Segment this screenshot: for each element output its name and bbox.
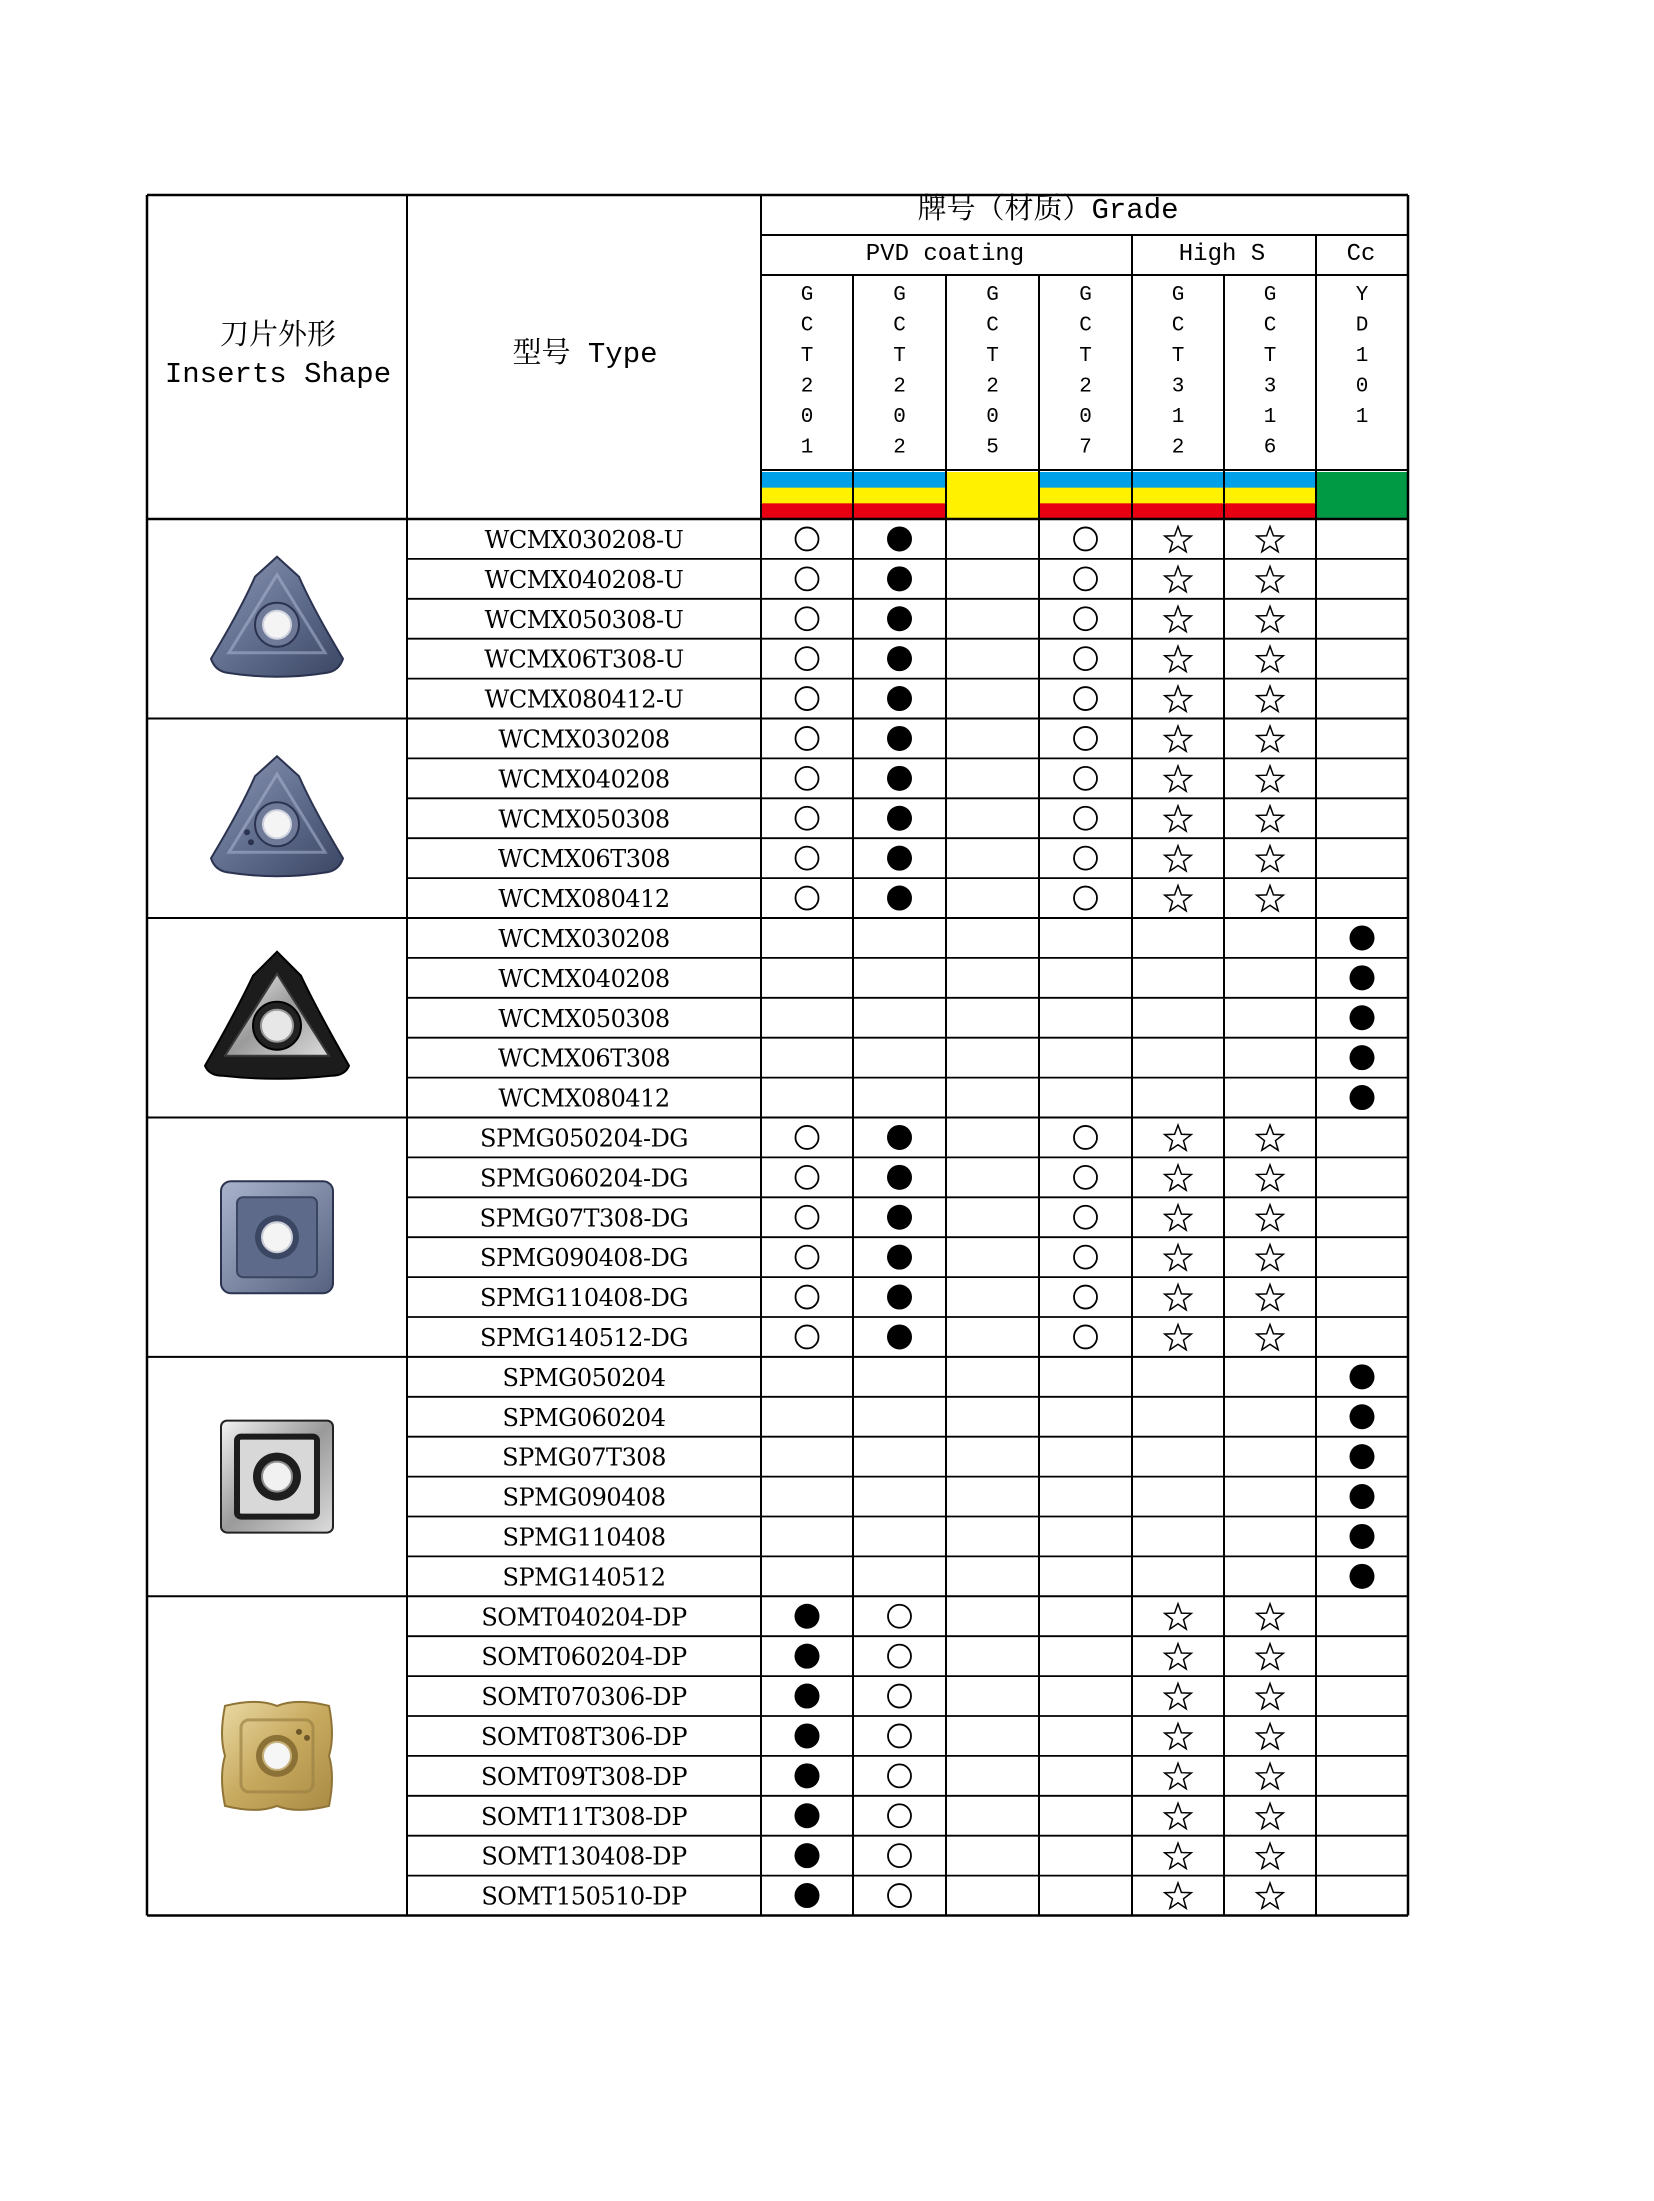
filled-circle-mark [887, 1125, 912, 1150]
open-circle-mark [1074, 727, 1097, 750]
open-circle-mark [796, 1126, 819, 1149]
star-mark [1165, 1803, 1192, 1828]
filled-circle-mark [1350, 1564, 1375, 1589]
band-stripe-yellow [761, 488, 853, 504]
type-code: SPMG140512 [502, 1563, 666, 1592]
filled-circle-mark [795, 1644, 820, 1669]
type-code: WCMX030208 [498, 725, 670, 754]
filled-circle-mark [1350, 1524, 1375, 1549]
table-row [480, 1284, 1283, 1312]
star-mark [1165, 1125, 1192, 1150]
spmg-polished-insert-icon [221, 1421, 333, 1533]
type-code: SPMG110408-DG [480, 1284, 688, 1313]
open-circle-mark [796, 847, 819, 870]
table-row [498, 1005, 1374, 1033]
table-row [480, 1164, 1283, 1192]
star-mark [1165, 527, 1192, 552]
filled-circle-mark [887, 886, 912, 911]
open-circle-mark [796, 1206, 819, 1229]
table-row [498, 965, 1374, 993]
grade-column-labels [801, 284, 1369, 460]
band-stripe-blue [1132, 472, 1224, 488]
type-code: SPMG07T308 [502, 1443, 666, 1472]
table-row [502, 1444, 1374, 1472]
type-code: SPMG090408-DG [480, 1244, 688, 1273]
band-stripe-green [1316, 503, 1408, 519]
type-code: SPMG07T308-DG [479, 1204, 689, 1233]
filled-circle-mark [1350, 1444, 1375, 1469]
type-code: SPMG140512-DG [480, 1323, 688, 1352]
band-stripe-yellow [1039, 488, 1132, 504]
filled-circle-mark [887, 526, 912, 551]
star-mark [1165, 1684, 1192, 1709]
filled-circle-mark [1350, 925, 1375, 950]
filled-circle-mark [887, 1285, 912, 1310]
band-stripe-yellow [946, 488, 1039, 504]
star-mark [1165, 886, 1192, 911]
table-row [481, 1763, 1283, 1791]
type-code: WCMX030208 [498, 924, 670, 953]
table-row [498, 765, 1283, 793]
grade-header: 牌号（材质）Grade [917, 194, 1179, 227]
wcmx-insert-icon [211, 756, 343, 876]
group-pvd-coating: PVD coating [865, 241, 1025, 268]
star-mark [1257, 886, 1284, 911]
grade-label-gct205: G C T 2 0 5 [986, 284, 999, 460]
open-circle-mark [1074, 647, 1097, 670]
star-mark [1165, 1644, 1192, 1669]
star-mark [1257, 686, 1284, 711]
open-circle-mark [1074, 807, 1097, 830]
shape-header-en: Inserts Shape [164, 358, 392, 391]
type-code: WCMX040208 [498, 765, 670, 794]
open-circle-mark [888, 1884, 911, 1907]
star-mark [1165, 1604, 1192, 1629]
type-code: WCMX050308 [498, 1004, 670, 1033]
band-stripe-red [1224, 503, 1316, 519]
table-row [484, 646, 1283, 674]
filled-circle-mark [887, 766, 912, 791]
table-row [481, 1843, 1283, 1871]
table-row [481, 1883, 1283, 1911]
type-code: WCMX040208-U [484, 565, 684, 594]
type-code: WCMX080412 [498, 1084, 670, 1113]
table-row [503, 1364, 1375, 1392]
filled-circle-mark [795, 1604, 820, 1629]
open-circle-mark [796, 687, 819, 710]
star-mark [1257, 1803, 1284, 1828]
star-mark [1257, 1763, 1284, 1788]
band-stripe-yellow [946, 472, 1039, 488]
star-mark [1257, 1843, 1284, 1868]
table-row [481, 1603, 1283, 1631]
filled-circle-mark [887, 646, 912, 671]
open-circle-mark [1074, 687, 1097, 710]
open-circle-mark [796, 1286, 819, 1309]
star-mark [1165, 606, 1192, 631]
open-circle-mark [1074, 847, 1097, 870]
star-mark [1165, 1724, 1192, 1749]
shape-header-cn: 刀片外形 [219, 317, 337, 351]
open-circle-mark [1074, 527, 1097, 550]
open-circle-mark [796, 727, 819, 750]
band-stripe-blue [761, 472, 853, 488]
open-circle-mark [1074, 1325, 1097, 1348]
type-header: 型号 Type [512, 338, 658, 371]
grade-label-gct202: G C T 2 0 2 [893, 284, 906, 460]
table-row [503, 1484, 1375, 1512]
table-row [503, 1404, 1375, 1432]
open-circle-mark [888, 1764, 911, 1787]
grade-label-yd101: Y D 1 0 1 [1355, 284, 1369, 429]
star-mark [1165, 1245, 1192, 1270]
star-mark [1257, 1125, 1284, 1150]
band-stripe-red [761, 503, 853, 519]
open-circle-mark [888, 1605, 911, 1628]
star-mark [1165, 806, 1192, 831]
filled-circle-mark [887, 1165, 912, 1190]
open-circle-mark [1074, 1166, 1097, 1189]
wcmx-u-insert-icon [211, 557, 343, 677]
band-stripe-blue [1039, 472, 1132, 488]
filled-circle-mark [1350, 1005, 1375, 1030]
filled-circle-mark [795, 1883, 820, 1908]
insert-shapes [205, 557, 349, 1810]
table-row [498, 885, 1283, 913]
open-circle-mark [1074, 1126, 1097, 1149]
star-mark [1257, 846, 1284, 871]
filled-circle-mark [887, 566, 912, 591]
star-mark [1165, 726, 1192, 751]
star-mark [1165, 846, 1192, 871]
star-mark [1165, 1285, 1192, 1310]
filled-circle-mark [1350, 1045, 1375, 1070]
table-row [481, 1723, 1283, 1751]
open-circle-mark [888, 1685, 911, 1708]
star-mark [1165, 1843, 1192, 1868]
table-row [498, 725, 1283, 753]
filled-circle-mark [887, 1245, 912, 1270]
star-mark [1257, 1883, 1284, 1908]
star-mark [1165, 766, 1192, 791]
star-mark [1165, 566, 1192, 591]
star-mark [1257, 806, 1284, 831]
star-mark [1257, 1165, 1284, 1190]
band-stripe-blue [1224, 472, 1316, 488]
type-code: SPMG090408 [502, 1483, 666, 1512]
band-stripe-red [853, 503, 946, 519]
type-code: WCMX06T308 [497, 845, 671, 874]
type-code: SOMT060204-DP [481, 1643, 687, 1672]
band-stripe-yellow [946, 503, 1039, 519]
filled-circle-mark [795, 1803, 820, 1828]
filled-circle-mark [1350, 965, 1375, 990]
filled-circle-mark [1350, 1364, 1375, 1389]
spmg-dg-insert-icon [221, 1181, 333, 1293]
star-mark [1257, 1604, 1284, 1629]
type-code: SPMG050204-DG [480, 1124, 688, 1153]
color-band [761, 472, 1408, 520]
filled-circle-mark [795, 1843, 820, 1868]
open-circle-mark [796, 767, 819, 790]
filled-circle-mark [887, 686, 912, 711]
open-circle-mark [796, 527, 819, 550]
filled-circle-mark [1350, 1085, 1375, 1110]
open-circle-mark [1074, 887, 1097, 910]
star-mark [1257, 1724, 1284, 1749]
filled-circle-mark [795, 1763, 820, 1788]
star-mark [1257, 1684, 1284, 1709]
open-circle-mark [796, 567, 819, 590]
table-row [485, 566, 1284, 594]
star-mark [1257, 766, 1284, 791]
filled-circle-mark [887, 806, 912, 831]
table-row [481, 1803, 1283, 1831]
open-circle-mark [1074, 1246, 1097, 1269]
star-mark [1165, 1205, 1192, 1230]
group-high-s: High S [1178, 241, 1266, 268]
grade-label-gct312: G C T 3 1 2 [1171, 284, 1185, 460]
star-mark [1165, 1763, 1192, 1788]
star-mark [1257, 646, 1284, 671]
type-code: SOMT150510-DP [481, 1882, 687, 1911]
star-mark [1257, 606, 1284, 631]
table-body [480, 526, 1375, 1911]
type-code: WCMX050308-U [484, 605, 684, 634]
band-stripe-yellow [853, 488, 946, 504]
band-stripe-green [1316, 472, 1408, 488]
star-mark [1257, 726, 1284, 751]
type-code: SPMG060204 [502, 1403, 666, 1432]
table-row [480, 1124, 1283, 1152]
type-code: WCMX050308 [498, 805, 670, 834]
open-circle-mark [1074, 607, 1097, 630]
wcmx-polished-insert-icon [205, 952, 349, 1079]
table-row [480, 1244, 1283, 1272]
open-circle-mark [888, 1645, 911, 1668]
band-stripe-blue [853, 472, 946, 488]
table-row [481, 1643, 1283, 1671]
filled-circle-mark [887, 1324, 912, 1349]
open-circle-mark [796, 647, 819, 670]
open-circle-mark [888, 1844, 911, 1867]
band-stripe-yellow [1224, 488, 1316, 504]
band-stripe-red [1039, 503, 1132, 519]
star-mark [1165, 1325, 1192, 1350]
open-circle-mark [1074, 767, 1097, 790]
filled-circle-mark [795, 1723, 820, 1748]
table-row [498, 1085, 1374, 1113]
type-code: SOMT130408-DP [481, 1842, 687, 1871]
star-mark [1165, 1165, 1192, 1190]
type-code: SOMT09T308-DP [480, 1762, 688, 1791]
type-code: WCMX080412 [498, 885, 670, 914]
band-stripe-yellow [1132, 488, 1224, 504]
table-header [165, 192, 1376, 391]
open-circle-mark [888, 1724, 911, 1747]
table-row [498, 1045, 1375, 1073]
open-circle-mark [1074, 1286, 1097, 1309]
open-circle-mark [796, 1166, 819, 1189]
filled-circle-mark [1350, 1404, 1375, 1429]
table-row [498, 925, 1374, 953]
star-mark [1165, 646, 1192, 671]
open-circle-mark [796, 1246, 819, 1269]
table-row [498, 845, 1283, 873]
open-circle-mark [1074, 567, 1097, 590]
band-stripe-green [1316, 488, 1408, 504]
star-mark [1257, 1325, 1284, 1350]
filled-circle-mark [887, 726, 912, 751]
open-circle-mark [1074, 1206, 1097, 1229]
type-code: SPMG110408 [502, 1523, 666, 1552]
table-row [485, 686, 1284, 714]
table-row [485, 606, 1284, 634]
star-mark [1257, 1245, 1284, 1270]
table-row [485, 526, 1284, 554]
grade-label-gct201: G C T 2 0 1 [800, 284, 814, 460]
filled-circle-mark [887, 846, 912, 871]
type-code: SOMT08T306-DP [480, 1722, 688, 1751]
star-mark [1257, 1644, 1284, 1669]
open-circle-mark [796, 607, 819, 630]
table-row [480, 1204, 1284, 1232]
filled-circle-mark [1350, 1484, 1375, 1509]
open-circle-mark [796, 1325, 819, 1348]
filled-circle-mark [795, 1684, 820, 1709]
type-code: SPMG050204 [502, 1363, 666, 1392]
table-row [498, 805, 1283, 833]
star-mark [1165, 1883, 1192, 1908]
type-code: SOMT070306-DP [481, 1683, 687, 1712]
somt-gold-insert-icon [222, 1702, 332, 1810]
filled-circle-mark [887, 1205, 912, 1230]
star-mark [1165, 686, 1192, 711]
table-row [503, 1563, 1375, 1591]
type-code: SPMG060204-DG [480, 1164, 688, 1193]
star-mark [1257, 1205, 1284, 1230]
open-circle-mark [888, 1804, 911, 1827]
type-code: SOMT11T308-DP [480, 1802, 688, 1831]
type-code: WCMX06T308-U [484, 645, 684, 674]
group-cc: Cc [1346, 241, 1376, 268]
table-row [481, 1683, 1283, 1711]
table-row [480, 1324, 1283, 1352]
star-mark [1257, 566, 1284, 591]
open-circle-mark [796, 887, 819, 910]
grade-label-gct316: G C T 3 1 6 [1263, 284, 1277, 460]
type-code: WCMX06T308 [497, 1044, 671, 1073]
type-code: WCMX040208 [498, 964, 670, 993]
filled-circle-mark [887, 606, 912, 631]
star-mark [1257, 527, 1284, 552]
star-mark [1257, 1285, 1284, 1310]
open-circle-mark [796, 807, 819, 830]
type-code: WCMX080412-U [484, 685, 684, 714]
table-row [503, 1523, 1375, 1551]
band-stripe-red [1132, 503, 1224, 519]
grade-label-gct207: G C T 2 0 7 [1079, 284, 1092, 460]
type-code: SOMT040204-DP [481, 1603, 687, 1632]
type-code: WCMX030208-U [484, 525, 684, 554]
